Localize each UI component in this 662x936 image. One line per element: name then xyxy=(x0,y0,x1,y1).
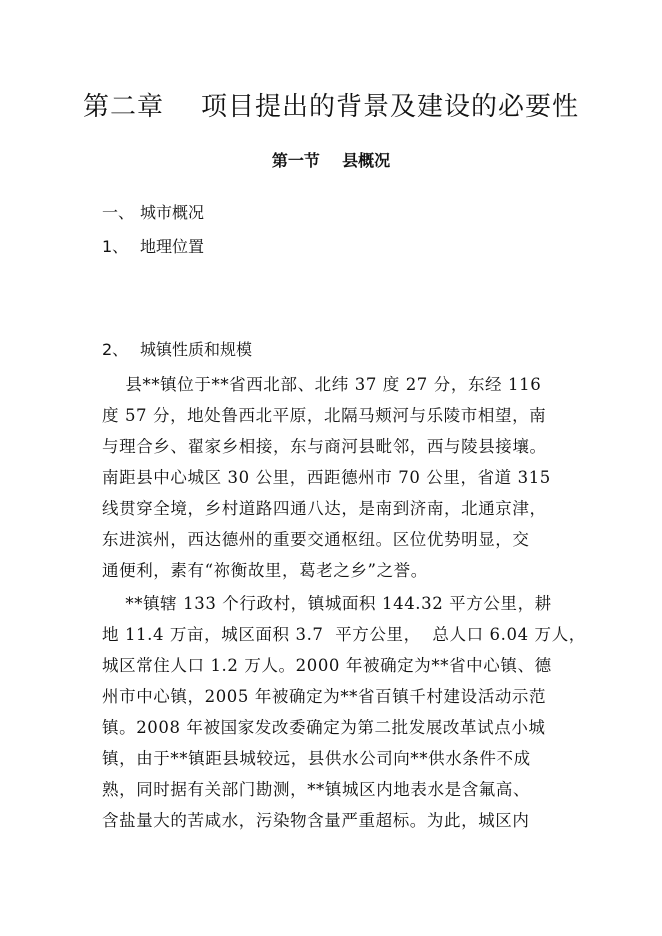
chapter-title: 第二章 项目提出的背景及建设的必要性 xyxy=(82,92,580,122)
paragraph-line: 城区常住人口 1.2 万人。2000 年被确定为**省中心镇、德 xyxy=(102,656,552,675)
section-title: 第一节 县概况 xyxy=(271,151,391,170)
paragraph-line: 通便利，素有“祢衡故里，葛老之乡”之誉。 xyxy=(102,561,428,580)
paragraph-line: 含盐量大的苦咸水，污染物含量严重超标。为此，城区内 xyxy=(102,811,530,830)
paragraph-line: 镇，由于**镇距县城较远，县供水公司向**供水条件不成 xyxy=(102,749,531,768)
paragraph-line: 县**镇位于**省西北部、北纬 37 度 27 分，东经 116 xyxy=(102,375,542,394)
paragraph-line: 南距县中心城区 30 公里，西距德州市 70 公里，省道 315 xyxy=(102,468,551,487)
paragraph-line: 镇。2008 年被国家发改委确定为第二批发展改革试点小城 xyxy=(102,718,546,737)
heading-text: 地理位置 xyxy=(140,237,205,256)
heading-number: 1、 xyxy=(102,237,129,256)
paragraph-line: 线贯穿全境，乡村道路四通八达，是南到济南，北通京津， xyxy=(102,499,547,518)
heading-number: 一、 xyxy=(102,203,135,222)
heading-text: 城市概况 xyxy=(140,203,205,222)
heading-text: 城镇性质和规模 xyxy=(140,340,253,359)
paragraph-line: 东进滨州，西达德州的重要交通枢纽。区位优势明显，交 xyxy=(102,530,530,549)
paragraph-line: 与理合乡、翟家乡相接，东与商河县毗邻，西与陵县接壤。 xyxy=(102,437,547,456)
paragraph-line: 州市中心镇，2005 年被确定为**省百镇千村建设活动示范 xyxy=(102,687,547,706)
paragraph-line: 熟，同时据有关部门勘测，**镇城区内地表水是含氟高、 xyxy=(102,780,531,799)
heading-number: 2、 xyxy=(102,340,129,359)
paragraph-line: 度 57 分，地处鲁西北平原，北隔马颊河与乐陵市相望，南 xyxy=(102,406,547,425)
paragraph-line: **镇辖 133 个行政村，镇城面积 144.32 平方公里，耕 xyxy=(102,594,552,613)
paragraph-line: 地 11.4 万亩，城区面积 3.7 平方公里， 总人口 6.04 万人， xyxy=(102,625,586,644)
